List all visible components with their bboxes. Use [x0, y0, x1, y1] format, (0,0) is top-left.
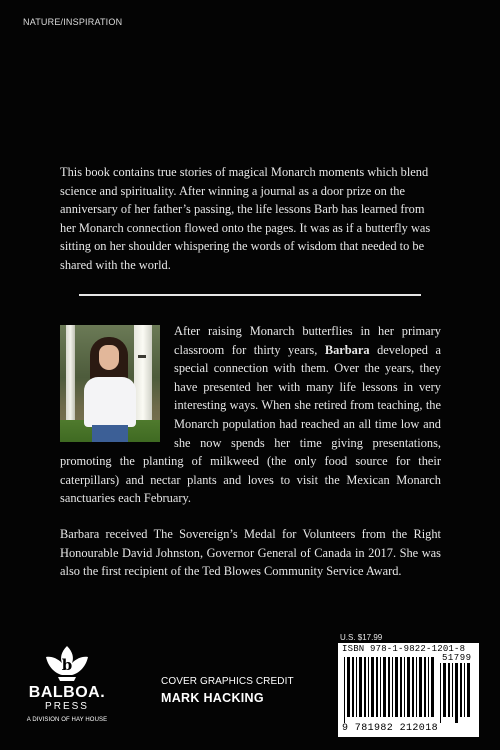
svg-text:b: b [61, 656, 73, 674]
isbn-text: ISBN 978-1-9822-1201-8 [342, 644, 466, 654]
barcode-bar [431, 657, 434, 717]
barcode-bar [392, 657, 393, 717]
barcode-bar [428, 657, 429, 717]
credit-name: MARK HACKING [161, 691, 264, 705]
category-label: NATURE/INSPIRATION [23, 17, 123, 27]
author-shirt [84, 377, 136, 427]
bio-text-start: After raising Monarch butterflies in her primary classroom for thirty years, [174, 324, 441, 357]
barcode-bar [443, 663, 446, 717]
barcode-bar [364, 657, 366, 717]
isbn-barcode [338, 643, 479, 737]
barcode-bar [371, 657, 374, 717]
barcode-bar [467, 663, 470, 717]
price-label: U.S. $17.99 [340, 633, 383, 642]
barcode-bar [404, 657, 405, 717]
author-name: Barbara [324, 342, 370, 357]
barcode-bar [359, 657, 362, 717]
barcode-bar [452, 663, 453, 717]
barcode-bar [424, 657, 426, 717]
barcode-bar [464, 663, 465, 717]
barcode-bar [419, 657, 422, 717]
barcode-bar [356, 657, 357, 717]
barcode-bar [395, 657, 398, 717]
section-divider [79, 294, 421, 296]
barcode-addon-digits: 51799 [442, 653, 472, 663]
lotus-b-icon [44, 644, 90, 684]
author-jeans [92, 425, 128, 442]
publisher-sub: PRESS [45, 701, 89, 712]
barcode-bar [416, 657, 417, 717]
barcode-bar [352, 657, 354, 717]
publisher-name: BALBOA. [28, 684, 106, 701]
author-face [99, 345, 119, 370]
award-paragraph: Barbara received The Sovereign’s Medal for Volunteers from the Right Honourable David Johnston, Governor General of Canada in 2017. She was also the first recipient of the Ted Blowes Community Service Award. [60, 527, 441, 579]
publisher-division: A DIVISION OF HAY HOUSE [26, 717, 108, 723]
author-photo [60, 325, 160, 442]
barcode-bar [380, 657, 381, 717]
cover-credit [161, 676, 294, 705]
barcode-bar [383, 657, 386, 717]
publisher-logo [12, 644, 122, 736]
barcode-bar [455, 663, 458, 723]
barcode-bar [388, 657, 390, 717]
barcode-bar [400, 657, 402, 717]
barcode-digits: 9 781982 212018 [342, 723, 439, 734]
barcode-bar [440, 663, 441, 723]
barcode-bar [448, 663, 450, 717]
author-bio [60, 322, 441, 508]
bio-text-end: developed a special connection with them. Over the years, they have presented her with many life lessons in very interesting ways. When she retired from teaching, the Monarch population had reached an all time low and she now spends her time giving presentations, promoting the planting of milkweed (the only food source for their caterpillars) and nectar plants and loves to visit the Mexican Monarch sanctuaries each February. [60, 342, 441, 506]
barcode-bar [347, 657, 350, 717]
barcode-bar [368, 657, 369, 717]
barcode-bar [460, 663, 462, 717]
barcode-bar [412, 657, 414, 717]
barcode-bars [344, 657, 438, 723]
barcode-bar [376, 657, 378, 717]
barcode-bar [407, 657, 410, 717]
credit-label: COVER GRAPHICS CREDIT [161, 676, 294, 687]
barcode-bar [344, 657, 345, 723]
book-description: This book contains true stories of magical Monarch moments which blend science and spirituality. After winning a journal as a door prize on the anniversary of her father’s passing, the life lessons Barb has learned from her Monarch connection flowed onto the pages. It was as if a butterfly was sitting on her shoulder whispering the words of wisdom that needed to be shared with the world. [60, 165, 431, 272]
barcode-addon-bars [440, 663, 474, 723]
